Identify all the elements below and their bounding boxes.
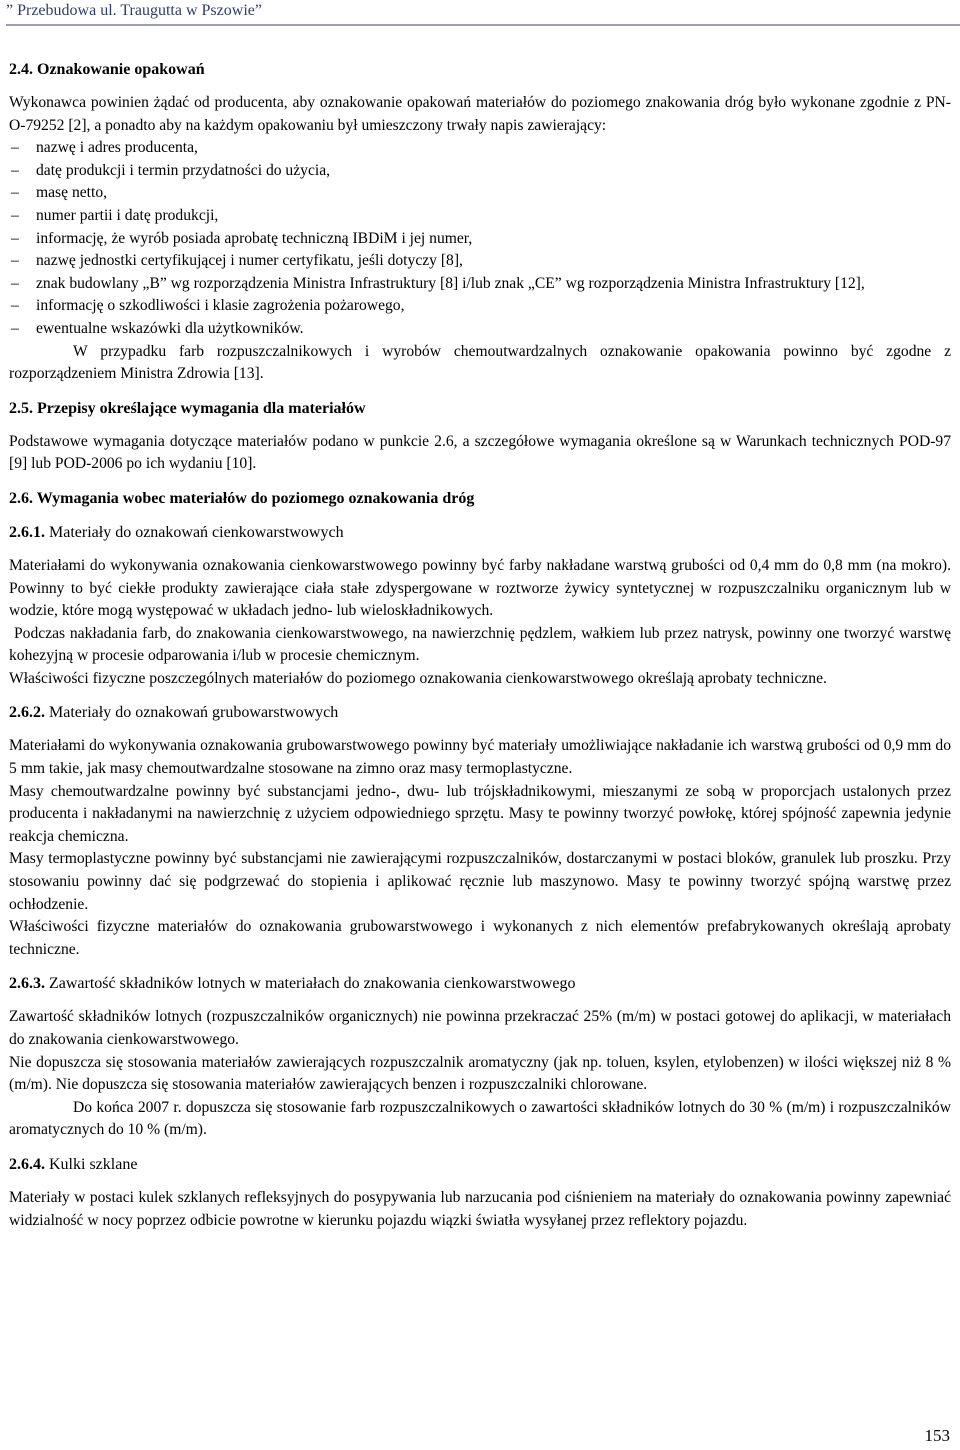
list-item: – nazwę jednostki certyfikującej i numer certyfikatu, jeśli dotyczy [8], xyxy=(9,250,951,273)
section-2-6-4-heading xyxy=(9,1153,951,1177)
paragraph: Materiałami do wykonywania oznakowania grubowarstwowego powinny być materiały umożliwiające nakładanie ich warstwą grubości od 0,9 mm do 5 mm takie, jak masy chemoutwardzalne stosowane na zimno oraz masy termoplastyczne. xyxy=(9,737,951,778)
section-2-6-2-heading xyxy=(9,701,951,725)
section-title: Materiały do oznakowań grubowarstwowych xyxy=(45,704,339,722)
section-2-6-1-heading xyxy=(9,521,951,545)
paragraph: Właściwości fizyczne materiałów do oznakowania grubowarstwowego i wykonanych z nich elementów prefabrykowanych określają aprobaty techniczne. xyxy=(9,918,951,958)
section-2-4-heading: 2.4. Oznakowanie opakowań xyxy=(9,61,205,78)
page-number: 153 xyxy=(924,1426,950,1445)
paragraph: Masy termoplastyczne powinny być substancjami nie zawierającymi rozpuszczalników, dostarczanymi w postaci bloków, granulek lub proszku. Przy stosowaniu powinny dać się podgrzewać do stopienia i aplikować ręcznie lub maszynowo. Masy te powinny tworzyć spójną warstwę przez ochłodzenie. xyxy=(9,850,951,913)
section-2-5-heading: 2.5. Przepisy określające wymagania dla materiałów xyxy=(9,399,366,417)
page-header xyxy=(6,0,960,30)
list-item: – nazwę i adres producenta, xyxy=(9,137,951,160)
section-2-6-heading: 2.6. Wymagania wobec materiałów do poziomego oznakowania dróg xyxy=(9,489,475,507)
paragraph: Masy chemoutwardzalne powinny być substancjami jedno-, dwu- lub trójskładnikowymi, mieszanymi ze sobą w proporcjach ustalonych przez producenta i nakładanymi na nawierzchnię z użyciem odpowiedniego sprzętu. Masy te powinny tworzyć powłokę, której spójność zapewnia jedynie reakcja chemiczna. xyxy=(9,782,951,845)
list-item: – informację, że wyrób posiada aprobatę techniczną IBDiM i jej numer, xyxy=(9,228,951,251)
section-2-4-closing: W przypadku farb rozpuszczalnikowych i wyrobów chemoutwardzalnych oznakowanie opakowania powinno być zgodne z rozporządzeniem Ministra Zdrowia [13]. xyxy=(9,342,951,383)
section-2-6-3-heading xyxy=(9,972,951,996)
document-title: ” Przebudowa ul. Traugutta w Pszowie” xyxy=(6,2,262,19)
paragraph: Zawartość składników lotnych (rozpuszczalników organicznych) nie powinna przekraczać 25% (m/m) w postaci gotowej do aplikacji, w materiałach do znakowania cienkowarstwowego. xyxy=(9,1008,951,1048)
paragraph: Podczas nakładania farb, do znakowania cienkowarstwowego, na nawierzchnię pędzlem, wałkiem lub przez natrysk, powinny one tworzyć warstwę kohezyjną w procesie odparowania i/lub w procesie chemicznym. xyxy=(9,624,951,665)
list-item: – informację o szkodliwości i klasie zagrożenia pożarowego, xyxy=(9,295,951,318)
list-item: – numer partii i datę produkcji, xyxy=(9,205,951,228)
header-divider xyxy=(6,24,960,26)
section-title: Zawartość składników lotnych w materiałach do znakowania cienkowarstwowego xyxy=(45,975,576,993)
paragraph: Nie dopuszcza się stosowania materiałów zawierających rozpuszczalnik aromatyczny (jak np. toluen, ksylen, etylobenzen) w ilości większej niż 8 % (m/m). Nie dopuszcza się stosowania materiałów zawierających benzen i rozpuszczalniki chlorowane. xyxy=(9,1053,951,1094)
section-number: 2.6.2. xyxy=(9,704,45,722)
document-body xyxy=(9,58,951,1232)
paragraph: Właściwości fizyczne poszczególnych materiałów do poziomego oznakowania cienkowarstwowego określają aprobaty techniczne. xyxy=(9,669,827,687)
section-number: 2.6.1. xyxy=(9,523,45,541)
paragraph: Do końca 2007 r. dopuszcza się stosowanie farb rozpuszczalnikowych o zawartości składników lotnych do 30 % (m/m) i rozpuszczalników aromatycznych do 10 % (m/m). xyxy=(9,1098,951,1139)
section-2-4-intro: Wykonawca powinien żądać od producenta, aby oznakowanie opakowań materiałów do poziomego znakowania dróg było wykonane zgodnie z PN-O-79252 [2], a ponadto aby na każdym opakowaniu był umieszczony trwały napis zawierający: xyxy=(9,94,951,134)
list-item: – ewentualne wskazówki dla użytkowników. xyxy=(9,318,951,341)
list-item: – znak budowlany „B” wg rozporządzenia Ministra Infrastruktury [8] i/lub znak „CE” wg rozporządzenia Ministra Infrastruktury [12], xyxy=(9,273,951,296)
label-requirements-list xyxy=(9,137,951,340)
section-number: 2.6.4. xyxy=(9,1155,45,1173)
paragraph: Materiały w postaci kulek szklanych refleksyjnych do posypywania lub narzucania pod ciśnieniem na materiały do oznakowania powinny zapewniać widzialność w nocy poprzez odbicie powrotne w kierunku pojazdu wiązki światła wysyłanej przez reflektory pojazdu. xyxy=(9,1188,951,1229)
list-item: – datę produkcji i termin przydatności do użycia, xyxy=(9,160,951,183)
section-2-5-paragraph: Podstawowe wymagania dotyczące materiałów podano w punkcie 2.6, a szczegółowe wymagania określone są w Warunkach technicznych POD-97 [9] lub POD-2006 po ich wydaniu [10]. xyxy=(9,432,951,473)
section-title: Materiały do oznakowań cienkowarstwowych xyxy=(45,523,344,541)
paragraph: Materiałami do wykonywania oznakowania cienkowarstwowego powinny być farby nakładane warstwą grubości od 0,4 mm do 0,8 mm (na mokro). Powinny to być ciekłe produkty zawierające ciała stałe zdyspergowane w roztworze żywicy syntetycznej w rozpuszczalniku organicznym lub w wodzie, które mogą występować w układach jedno- lub wieloskładnikowych. xyxy=(9,556,951,620)
list-item: – masę netto, xyxy=(9,182,951,205)
section-title: Kulki szklane xyxy=(45,1155,138,1173)
section-number: 2.6.3. xyxy=(9,975,45,993)
